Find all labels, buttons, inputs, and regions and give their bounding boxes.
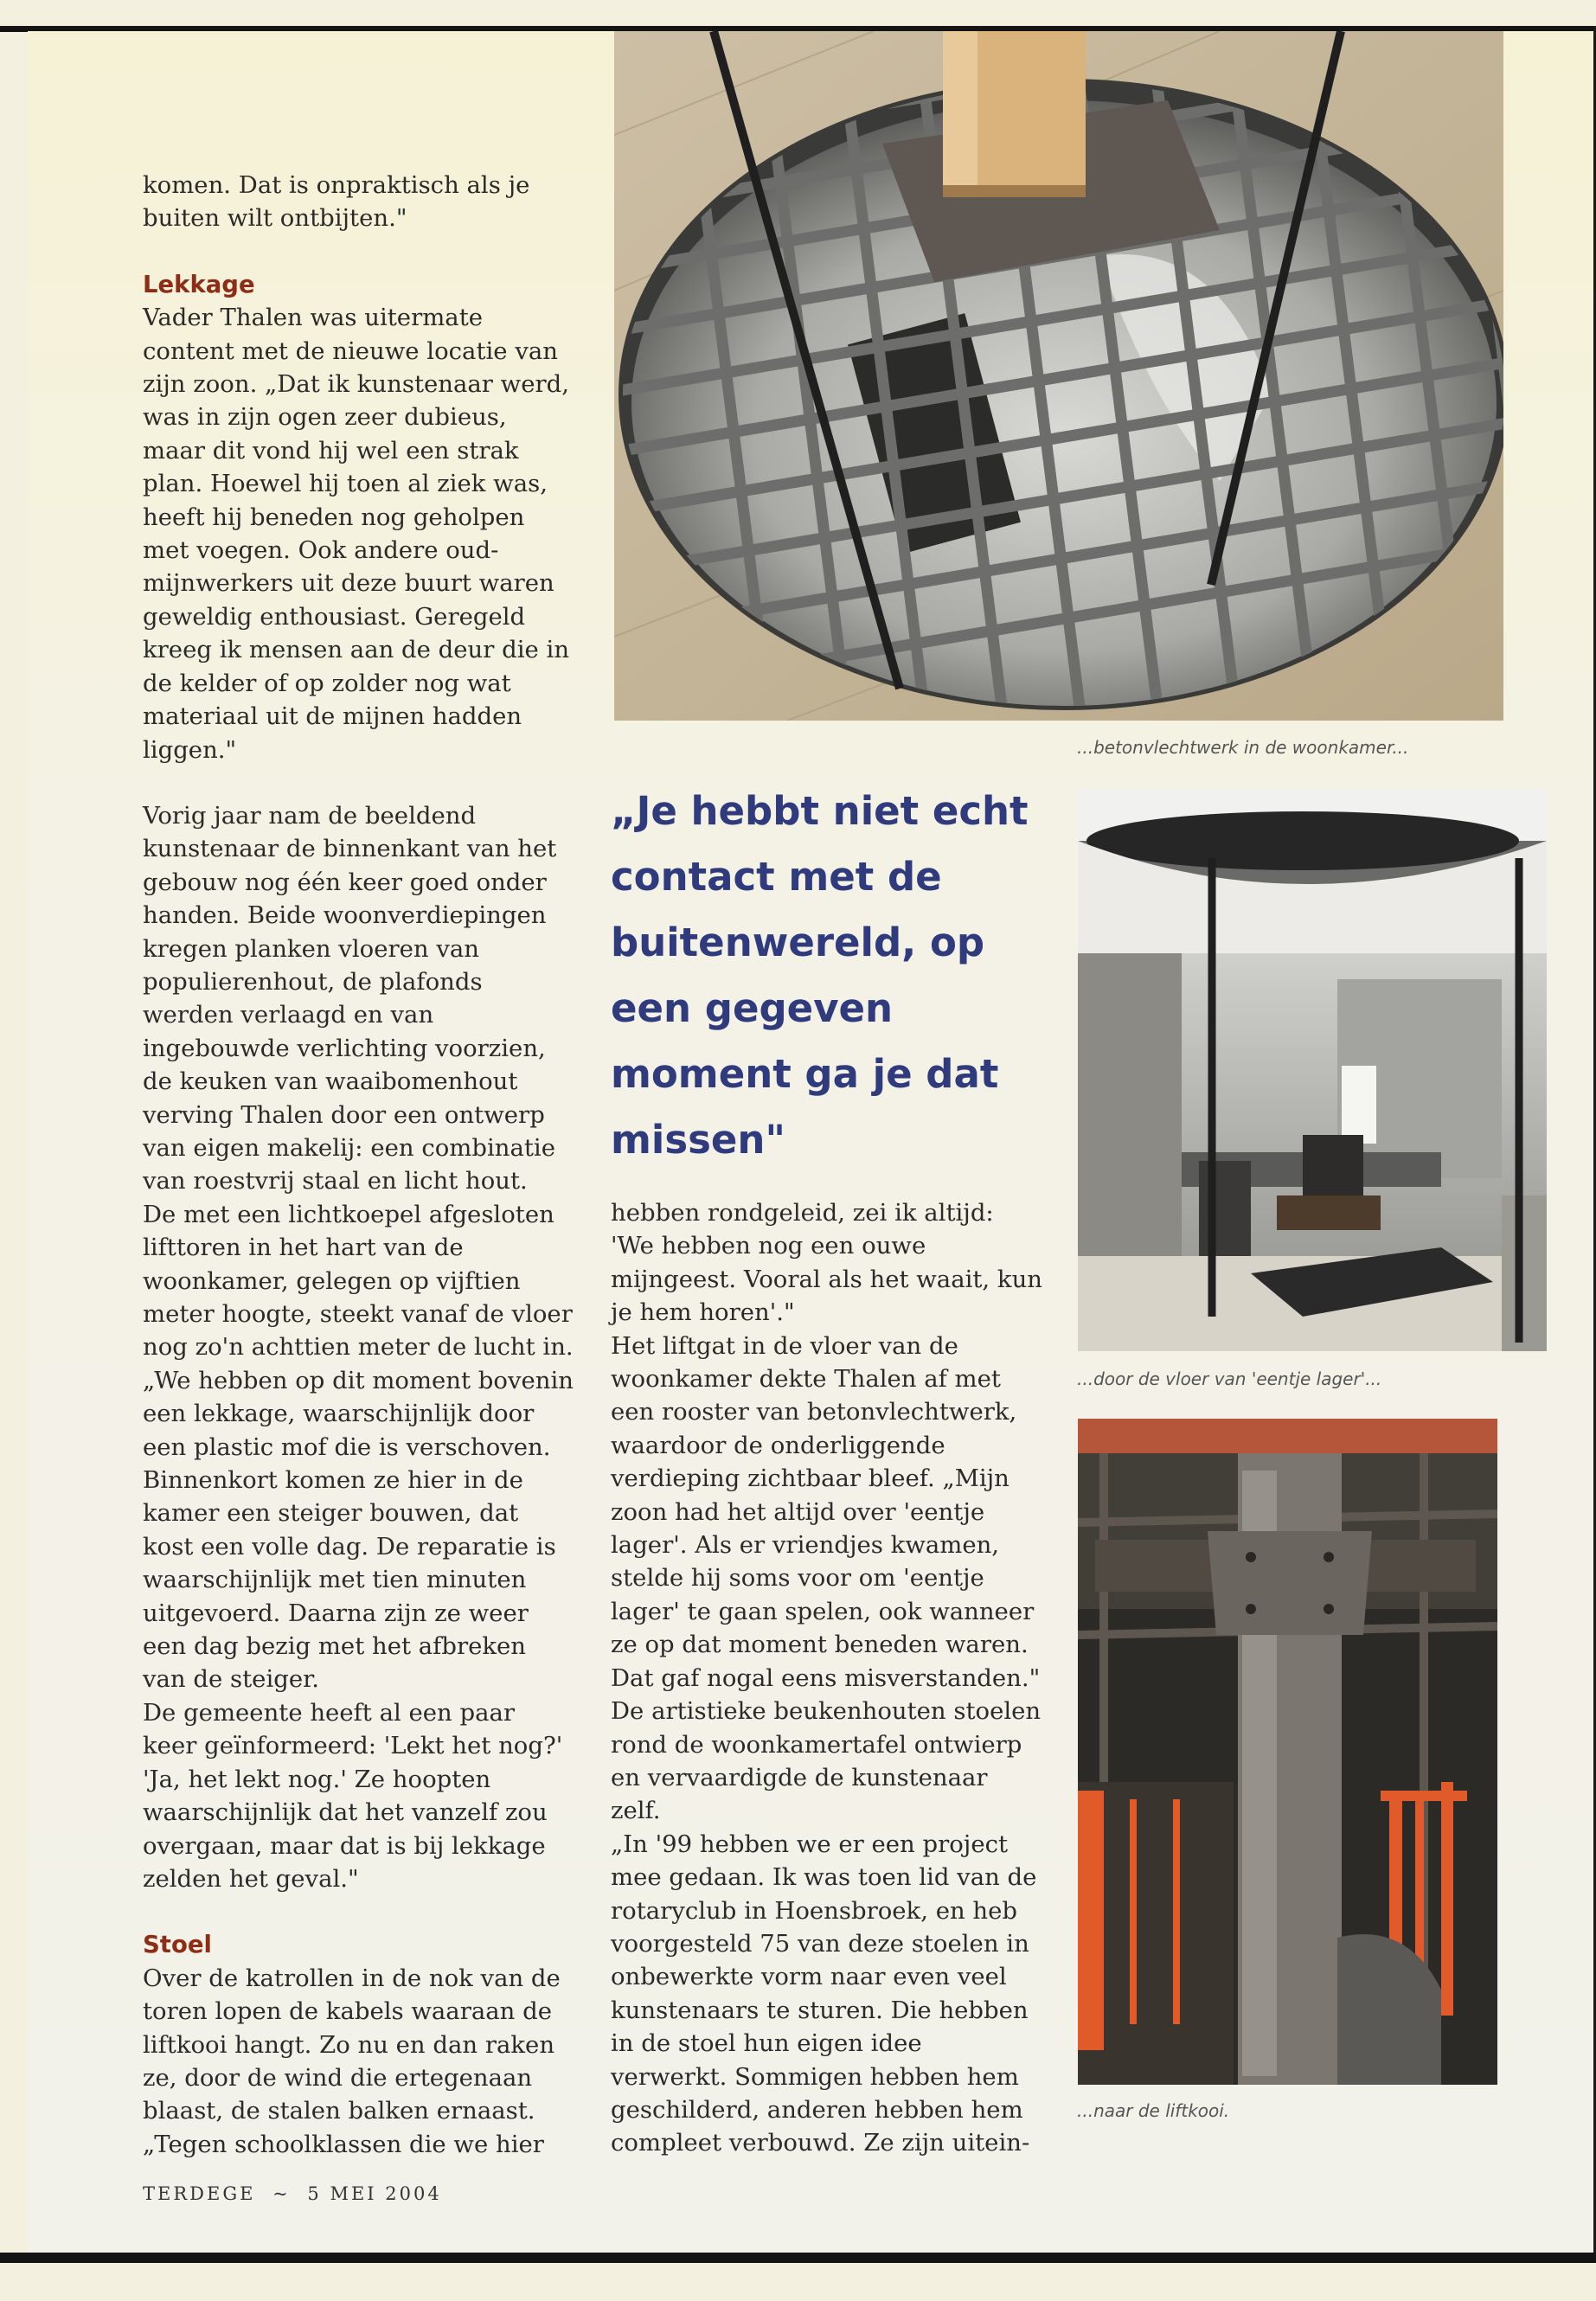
photo-lower-floor (1078, 789, 1547, 1351)
page-footer (143, 2183, 442, 2204)
paragraph: hebben rondgeleid, zei ik altijd: 'We hebben nog een ouwe mijngeest. Vooral als het waait, kun je hem horen'." (611, 1199, 1043, 1327)
article-column-middle (611, 1196, 1043, 2160)
pull-quote: „Je hebbt niet echt contact met de buitenwereld, op een gegeven moment ga je dat missen" (611, 788, 1029, 1163)
paragraph: „We hebben op dit moment bovenin een lekkage, waarschijnlijk door een plastic mof die is verschoven. Binnenkort komen ze hier in de kamer een steiger bouwen, dat kost een volle dag. De reparatie is waarschijnlijk met tien minuten uitgevoerd. Daarna zijn ze weer een dag bezig met het afbreken van de steiger. (143, 1366, 574, 1694)
photo-lift-cage (1078, 1419, 1497, 2085)
bottom-rule (0, 2253, 1596, 2263)
footer-separator: ~ (272, 2183, 291, 2204)
paragraph: De gemeente heeft al een paar keer geïnformeerd: 'Lekt het nog?' (143, 1698, 563, 1760)
paragraph: 'Ja, het lekt nog.' Ze hoopten waarschijnlijk dat het vanzelf zou overgaan, maar dat is bij lekkage zelden het geval." (143, 1765, 548, 1893)
paragraph: komen. Dat is onpraktisch als je buiten wilt ontbijten." (143, 171, 530, 233)
paragraph: „Tegen schoolklassen die we hier (143, 2130, 544, 2158)
subheading-stoel: Stoel (143, 1931, 212, 1959)
caption-photo-3: ...naar de liftkooi. (1077, 2100, 1230, 2121)
paragraph: De met een lichtkoepel afgesloten lifttoren in het hart van de woonkamer, gelegen op vijftien meter hoogte, steekt vanaf de vloer nog zo'n achttien meter de lucht in. (143, 1200, 574, 1362)
paragraph: Vader Thalen was uitermate content met de nieuwe locatie van zijn zoon. „Dat ik kunstenaar werd, was in zijn ogen zeer dubieus, maar dit vond hij wel een strak plan. Hoewel hij toen al ziek was, heeft hij beneden nog geholpen met voegen. Ook andere oud-mijnwerkers uit deze buurt waren geweldig enthousiast. Geregeld kreeg ik mensen aan de deur die in de kelder of op zolder nog wat materiaal uit de mijnen hadden liggen." (143, 304, 570, 764)
paragraph: De artistieke beukenhouten stoelen rond de woonkamertafel ontwierp en vervaardigde de kunstenaar zelf. (611, 1697, 1042, 1825)
issue-date: 5 MEI 2004 (307, 2183, 442, 2204)
caption-photo-1: ...betonvlechtwerk in de woonkamer... (1077, 737, 1409, 758)
paragraph: Het liftgat in de vloer van de woonkamer dekte Thalen af met een rooster van betonvlechtwerk, waardoor de onderliggende verdieping zichtbaar bleef. „Mijn zoon had het altijd over 'eentje lager'. Als er vriendjes kwamen, stelde hij soms voor om 'eentje lager' te gaan spelen, ook wanneer ze op dat moment beneden waren. Dat gaf nogal eens misverstanden." (611, 1331, 1041, 1692)
photo-rebar-grid (614, 31, 1503, 721)
subheading-lekkage: Lekkage (143, 270, 255, 298)
caption-photo-2: ...door de vloer van 'eentje lager'... (1077, 1368, 1382, 1389)
paragraph: „In '99 hebben we er een project mee gedaan. Ik was toen lid van de rotaryclub in Hoensbroek, en heb voorgesteld 75 van deze stoelen in onbewerkte vorm naar even veel kunstenaars te sturen. Die hebben in de stoel hun eigen idee verwerkt. Sommigen hebben hem geschilderd, anderen hebben hem compleet verbouwd. Ze zijn uitein- (611, 1830, 1037, 2157)
paragraph: Vorig jaar nam de beeldend kunstenaar de binnenkant van het gebouw nog één keer goed onder handen. Beide woonverdiepingen kregen planken vloeren van populierenhout, de plafonds werden verlaagd en van ingebouwde verlichting voorzien, de keuken van waaibomenhout verving Thalen door een ontwerp van eigen makelij: een combinatie van roestvrij staal en licht hout. (143, 801, 557, 1195)
article-column-left (143, 169, 575, 2161)
paragraph: Over de katrollen in de nok van de toren lopen de kabels waaraan de liftkooi hangt. Zo nu en dan raken ze, door de wind die ertegenaan blaast, de stalen balken ernaast. (143, 1964, 561, 2125)
magazine-name: TERDEGE (143, 2183, 256, 2204)
